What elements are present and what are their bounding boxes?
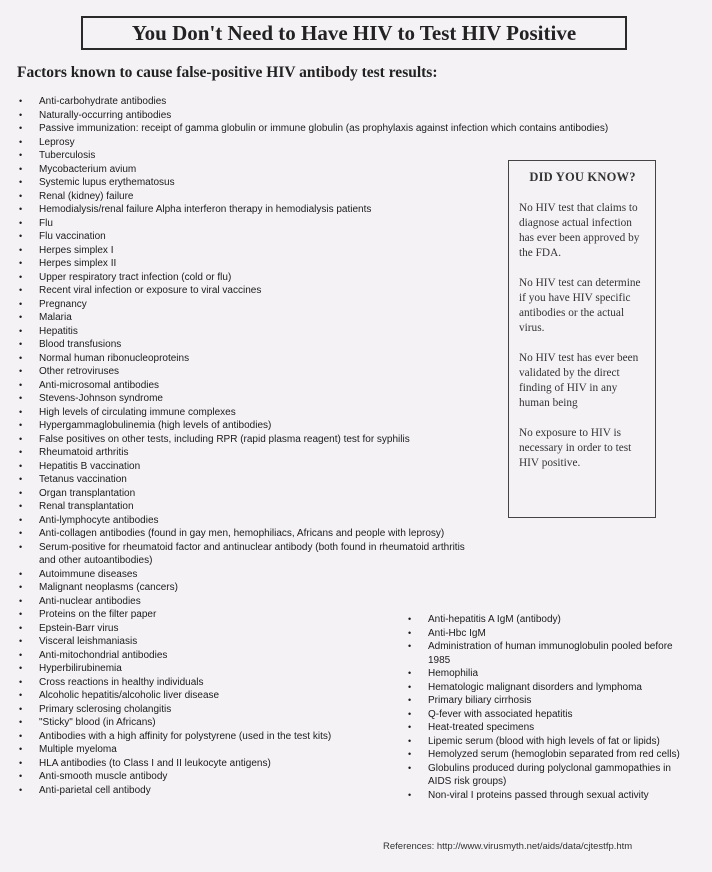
- list-item: • Leprosy: [39, 136, 629, 150]
- list-item: • Hepatitis B vaccination: [39, 460, 479, 474]
- list-item: • Flu vaccination: [39, 230, 479, 244]
- list-item: • Tetanus vaccination: [39, 473, 479, 487]
- list-item: • Antibodies with a high affinity for polystyrene (used in the test kits): [39, 730, 409, 744]
- list-item: • Multiple myeloma: [39, 743, 409, 757]
- list-item: • Anti-lymphocyte antibodies: [39, 514, 479, 528]
- list-item: • Hematologic malignant disorders and lymphoma: [428, 681, 688, 695]
- list-item: • Malignant neoplasms (cancers): [39, 581, 629, 595]
- list-item: • Anti-carbohydrate antibodies: [39, 95, 629, 109]
- list-item: • Anti-smooth muscle antibody: [39, 770, 409, 784]
- list-item: • Normal human ribonucleoproteins: [39, 352, 479, 366]
- did-you-know-title: DID YOU KNOW?: [529, 170, 636, 184]
- did-you-know-paragraph: No exposure to HIV is necessary in order to test HIV positive.: [519, 427, 632, 469]
- list-item: • Renal (kidney) failure: [39, 190, 479, 204]
- list-item: • Blood transfusions: [39, 338, 479, 352]
- list-item: • Renal transplantation: [39, 500, 479, 514]
- list-item: • Non-viral I proteins passed through sexual activity: [428, 789, 688, 803]
- list-item: • Anti-hepatitis A IgM (antibody): [428, 613, 688, 627]
- list-item: • Organ transplantation: [39, 487, 479, 501]
- list-item: • Heat-treated specimens: [428, 721, 688, 735]
- factor-list-right: [428, 613, 688, 802]
- list-item: • Alcoholic hepatitis/alcoholic liver disease: [39, 689, 409, 703]
- references: References: http://www.virusmyth.net/aids/data/cjtestfp.htm: [383, 841, 633, 852]
- list-item: • Hepatitis: [39, 325, 479, 339]
- list-item: • Q-fever with associated hepatitis: [428, 708, 688, 722]
- did-you-know-paragraph: No HIV test can determine if you have HIV specific antibodies or the actual virus.: [519, 277, 641, 334]
- list-item: • Serum-positive for rheumatoid factor and antinuclear antibody (both found in rheumatoid arthritis and other autoantibodies): [39, 541, 479, 568]
- list-item: • Proteins on the filter paper: [39, 608, 409, 622]
- list-item: • Upper respiratory tract infection (cold or flu): [39, 271, 479, 285]
- list-item: • Flu: [39, 217, 479, 231]
- list-item: • High levels of circulating immune complexes: [39, 406, 479, 420]
- list-item: • Epstein-Barr virus: [39, 622, 409, 636]
- list-item: • Anti-Hbc IgM: [428, 627, 688, 641]
- list-item: • Tuberculosis: [39, 149, 629, 163]
- list-item: • Passive immunization: receipt of gamma globulin or immune globulin (as prophylaxis against infection which contains antibodies): [39, 122, 629, 136]
- list-item: • Recent viral infection or exposure to viral vaccines: [39, 284, 479, 298]
- list-item: • Anti-collagen antibodies (found in gay men, hemophiliacs, Africans and people with leprosy): [39, 527, 479, 541]
- list-item: • Primary sclerosing cholangitis: [39, 703, 409, 717]
- list-item: • Rheumatoid arthritis: [39, 446, 479, 460]
- list-item: • Anti-nuclear antibodies: [39, 595, 409, 609]
- list-item: • "Sticky" blood (in Africans): [39, 716, 409, 730]
- list-item: • Autoimmune diseases: [39, 568, 629, 582]
- list-item: • Hemophilia: [428, 667, 688, 681]
- list-item: • Anti-microsomal antibodies: [39, 379, 479, 393]
- list-item: • Administration of human immunoglobulin pooled before 1985: [428, 640, 688, 667]
- list-item: • Mycobacterium avium: [39, 163, 479, 177]
- list-item: • Hemodialysis/renal failure Alpha interferon therapy in hemodialysis patients: [39, 203, 479, 217]
- list-item: • Hemolyzed serum (hemoglobin separated from red cells): [428, 748, 688, 762]
- list-item: • Anti-mitochondrial antibodies: [39, 649, 409, 663]
- list-item: • False positives on other tests, including RPR (rapid plasma reagent) test for syphilis: [39, 433, 479, 447]
- list-item: • Pregnancy: [39, 298, 479, 312]
- list-item: • Visceral leishmaniasis: [39, 635, 409, 649]
- list-item: • Systemic lupus erythematosus: [39, 176, 479, 190]
- list-item: • Stevens-Johnson syndrome: [39, 392, 479, 406]
- did-you-know-paragraph: No HIV test that claims to diagnose actual infection has ever been approved by the FDA.: [519, 202, 640, 259]
- list-item: • Other retroviruses: [39, 365, 479, 379]
- page-title: You Don't Need to Have HIV to Test HIV Positive: [81, 16, 627, 50]
- list-item: • Malaria: [39, 311, 479, 325]
- did-you-know-paragraph: No HIV test has ever been validated by the direct finding of HIV in any human being: [519, 352, 639, 409]
- list-item: • Lipemic serum (blood with high levels of fat or lipids): [428, 735, 688, 749]
- list-item: • HLA antibodies (to Class I and II leukocyte antigens): [39, 757, 409, 771]
- list-item: • Anti-parietal cell antibody: [39, 784, 409, 798]
- list-item: • Herpes simplex I: [39, 244, 479, 258]
- list-item: • Herpes simplex II: [39, 257, 479, 271]
- list-item: • Hypergammaglobulinemia (high levels of antibodies): [39, 419, 479, 433]
- subtitle: Factors known to cause false-positive HIV antibody test results:: [17, 64, 438, 81]
- list-item: • Naturally-occurring antibodies: [39, 109, 629, 123]
- list-item: • Globulins produced during polyclonal gammopathies in AIDS risk groups): [428, 762, 688, 789]
- list-item: • Hyperbilirubinemia: [39, 662, 409, 676]
- list-item: • Primary biliary cirrhosis: [428, 694, 688, 708]
- did-you-know-box: [508, 160, 656, 518]
- list-item: • Cross reactions in healthy individuals: [39, 676, 409, 690]
